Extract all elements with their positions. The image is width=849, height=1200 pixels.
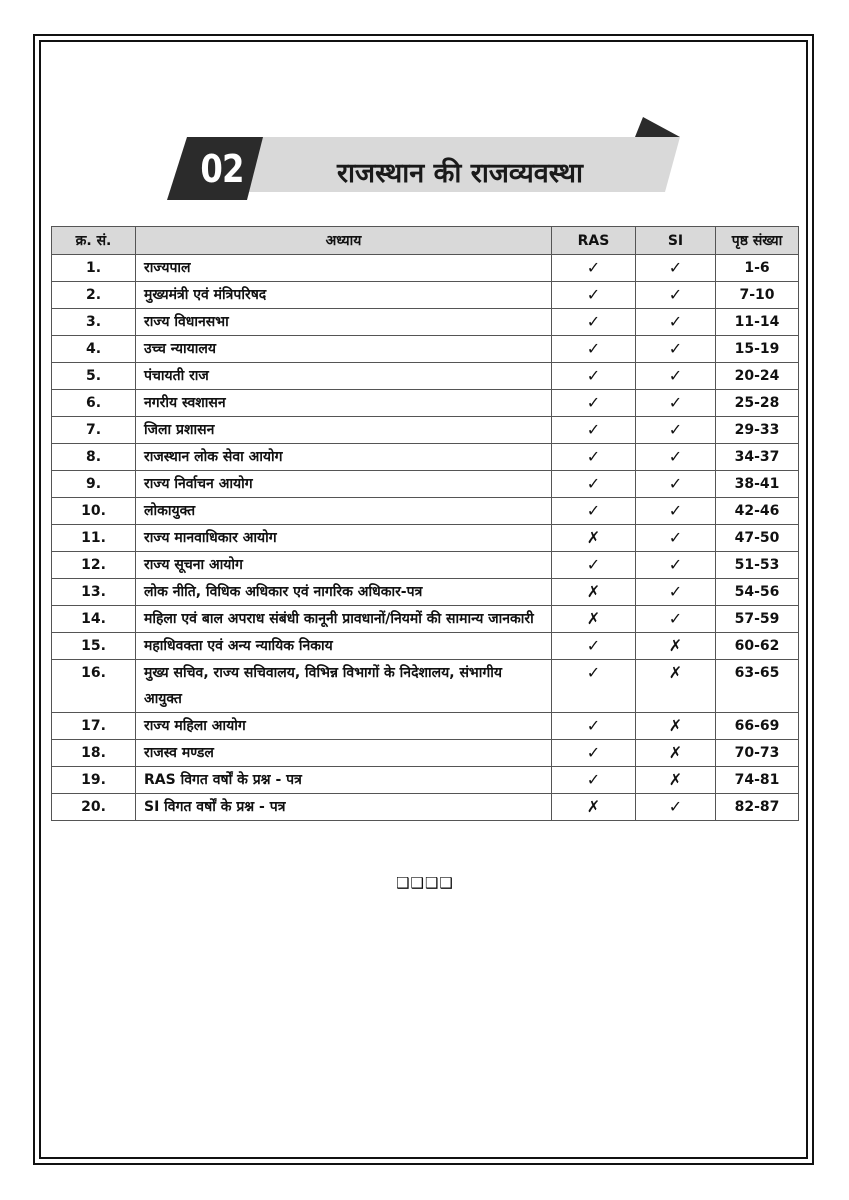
row-ras-mark: ✗	[552, 794, 636, 821]
row-si-mark: ✓	[636, 390, 716, 417]
contents-table	[51, 226, 799, 821]
table-row	[52, 713, 799, 740]
row-si-mark: ✓	[636, 282, 716, 309]
row-chapter: राज्य सूचना आयोग	[136, 552, 552, 579]
table-row	[52, 660, 799, 713]
row-sno: 14.	[52, 606, 136, 633]
row-chapter: महिला एवं बाल अपराध संबंधी कानूनी प्रावधानों/नियमों की सामान्य जानकारी	[136, 606, 552, 633]
table-row	[52, 606, 799, 633]
row-chapter: नगरीय स्वशासन	[136, 390, 552, 417]
header-chapter: अध्याय	[136, 227, 552, 255]
row-si-mark: ✗	[636, 767, 716, 794]
row-chapter: राजस्व मण्डल	[136, 740, 552, 767]
row-si-mark: ✓	[636, 498, 716, 525]
row-chapter: लोकायुक्त	[136, 498, 552, 525]
row-page-range: 47-50	[716, 525, 799, 552]
row-sno: 18.	[52, 740, 136, 767]
row-chapter: पंचायती राज	[136, 363, 552, 390]
row-si-mark: ✓	[636, 606, 716, 633]
row-page-range: 57-59	[716, 606, 799, 633]
chapter-number: 02	[200, 147, 244, 191]
row-page-range: 42-46	[716, 498, 799, 525]
row-page-range: 74-81	[716, 767, 799, 794]
table-body	[52, 255, 799, 821]
row-page-range: 11-14	[716, 309, 799, 336]
row-page-range: 60-62	[716, 633, 799, 660]
row-ras-mark: ✓	[552, 713, 636, 740]
row-ras-mark: ✓	[552, 740, 636, 767]
row-sno: 12.	[52, 552, 136, 579]
row-si-mark: ✓	[636, 579, 716, 606]
table-header-row	[52, 227, 799, 255]
table-row	[52, 767, 799, 794]
row-page-range: 70-73	[716, 740, 799, 767]
row-page-range: 15-19	[716, 336, 799, 363]
row-sno: 16.	[52, 660, 136, 713]
row-ras-mark: ✓	[552, 633, 636, 660]
banner-corner-triangle	[635, 117, 680, 137]
row-ras-mark: ✓	[552, 309, 636, 336]
row-page-range: 29-33	[716, 417, 799, 444]
table-row	[52, 309, 799, 336]
row-ras-mark: ✗	[552, 606, 636, 633]
row-page-range: 38-41	[716, 471, 799, 498]
row-chapter: लोक नीति, विधिक अधिकार एवं नागरिक अधिकार-पत्र	[136, 579, 552, 606]
header-si: SI	[636, 227, 716, 255]
table-row	[52, 794, 799, 821]
row-page-range: 34-37	[716, 444, 799, 471]
row-chapter: जिला प्रशासन	[136, 417, 552, 444]
row-page-range: 51-53	[716, 552, 799, 579]
row-sno: 13.	[52, 579, 136, 606]
row-ras-mark: ✓	[552, 444, 636, 471]
row-ras-mark: ✓	[552, 255, 636, 282]
row-chapter: राजस्थान लोक सेवा आयोग	[136, 444, 552, 471]
table-row	[52, 633, 799, 660]
row-ras-mark: ✓	[552, 498, 636, 525]
row-ras-mark: ✗	[552, 579, 636, 606]
row-si-mark: ✓	[636, 471, 716, 498]
row-chapter: महाधिवक्ता एवं अन्य न्यायिक निकाय	[136, 633, 552, 660]
row-chapter: राज्य महिला आयोग	[136, 713, 552, 740]
row-ras-mark: ✓	[552, 282, 636, 309]
row-chapter: राज्य मानवाधिकार आयोग	[136, 525, 552, 552]
row-si-mark: ✗	[636, 660, 716, 713]
row-chapter: SI विगत वर्षों के प्रश्न - पत्र	[136, 794, 552, 821]
row-page-range: 25-28	[716, 390, 799, 417]
row-sno: 15.	[52, 633, 136, 660]
row-si-mark: ✗	[636, 633, 716, 660]
row-ras-mark: ✓	[552, 363, 636, 390]
row-chapter: मुख्यमंत्री एवं मंत्रिपरिषद	[136, 282, 552, 309]
row-sno: 6.	[52, 390, 136, 417]
table-row	[52, 255, 799, 282]
table-row	[52, 417, 799, 444]
chapter-title: राजस्थान की राजव्यवस्था	[337, 158, 583, 189]
row-sno: 2.	[52, 282, 136, 309]
row-chapter: राज्य विधानसभा	[136, 309, 552, 336]
row-si-mark: ✓	[636, 309, 716, 336]
table-row	[52, 444, 799, 471]
table-row	[52, 740, 799, 767]
table-row	[52, 336, 799, 363]
row-chapter: RAS विगत वर्षों के प्रश्न - पत्र	[136, 767, 552, 794]
table-row	[52, 471, 799, 498]
row-si-mark: ✓	[636, 794, 716, 821]
row-sno: 19.	[52, 767, 136, 794]
row-sno: 9.	[52, 471, 136, 498]
row-ras-mark: ✓	[552, 417, 636, 444]
row-page-range: 20-24	[716, 363, 799, 390]
row-sno: 4.	[52, 336, 136, 363]
row-ras-mark: ✗	[552, 525, 636, 552]
row-si-mark: ✓	[636, 363, 716, 390]
end-marks: ❑❑❑❑	[396, 874, 454, 892]
chapter-banner	[165, 115, 685, 210]
row-si-mark: ✓	[636, 525, 716, 552]
row-si-mark: ✓	[636, 417, 716, 444]
row-sno: 1.	[52, 255, 136, 282]
row-page-range: 54-56	[716, 579, 799, 606]
row-si-mark: ✓	[636, 255, 716, 282]
row-si-mark: ✓	[636, 552, 716, 579]
row-sno: 3.	[52, 309, 136, 336]
row-page-range: 1-6	[716, 255, 799, 282]
row-ras-mark: ✓	[552, 336, 636, 363]
header-sno: क्र. सं.	[52, 227, 136, 255]
row-chapter: राज्यपाल	[136, 255, 552, 282]
row-sno: 10.	[52, 498, 136, 525]
table-row	[52, 282, 799, 309]
table-row	[52, 579, 799, 606]
header-ras: RAS	[552, 227, 636, 255]
row-sno: 11.	[52, 525, 136, 552]
row-sno: 5.	[52, 363, 136, 390]
row-page-range: 66-69	[716, 713, 799, 740]
row-si-mark: ✓	[636, 336, 716, 363]
row-ras-mark: ✓	[552, 471, 636, 498]
table-row	[52, 390, 799, 417]
header-page: पृष्ठ संख्या	[716, 227, 799, 255]
row-si-mark: ✗	[636, 740, 716, 767]
row-sno: 8.	[52, 444, 136, 471]
row-ras-mark: ✓	[552, 390, 636, 417]
row-chapter: मुख्य सचिव, राज्य सचिवालय, विभिन्न विभागों के निदेशालय, संभागीय आयुक्त	[136, 660, 552, 713]
row-sno: 7.	[52, 417, 136, 444]
row-ras-mark: ✓	[552, 552, 636, 579]
row-chapter: उच्च न्यायालय	[136, 336, 552, 363]
table-row	[52, 552, 799, 579]
table-row	[52, 498, 799, 525]
row-si-mark: ✗	[636, 713, 716, 740]
table-row	[52, 525, 799, 552]
row-page-range: 82-87	[716, 794, 799, 821]
row-ras-mark: ✓	[552, 767, 636, 794]
row-page-range: 7-10	[716, 282, 799, 309]
row-sno: 17.	[52, 713, 136, 740]
row-chapter: राज्य निर्वाचन आयोग	[136, 471, 552, 498]
table-row	[52, 363, 799, 390]
row-si-mark: ✓	[636, 444, 716, 471]
row-ras-mark: ✓	[552, 660, 636, 713]
row-sno: 20.	[52, 794, 136, 821]
row-page-range: 63-65	[716, 660, 799, 713]
